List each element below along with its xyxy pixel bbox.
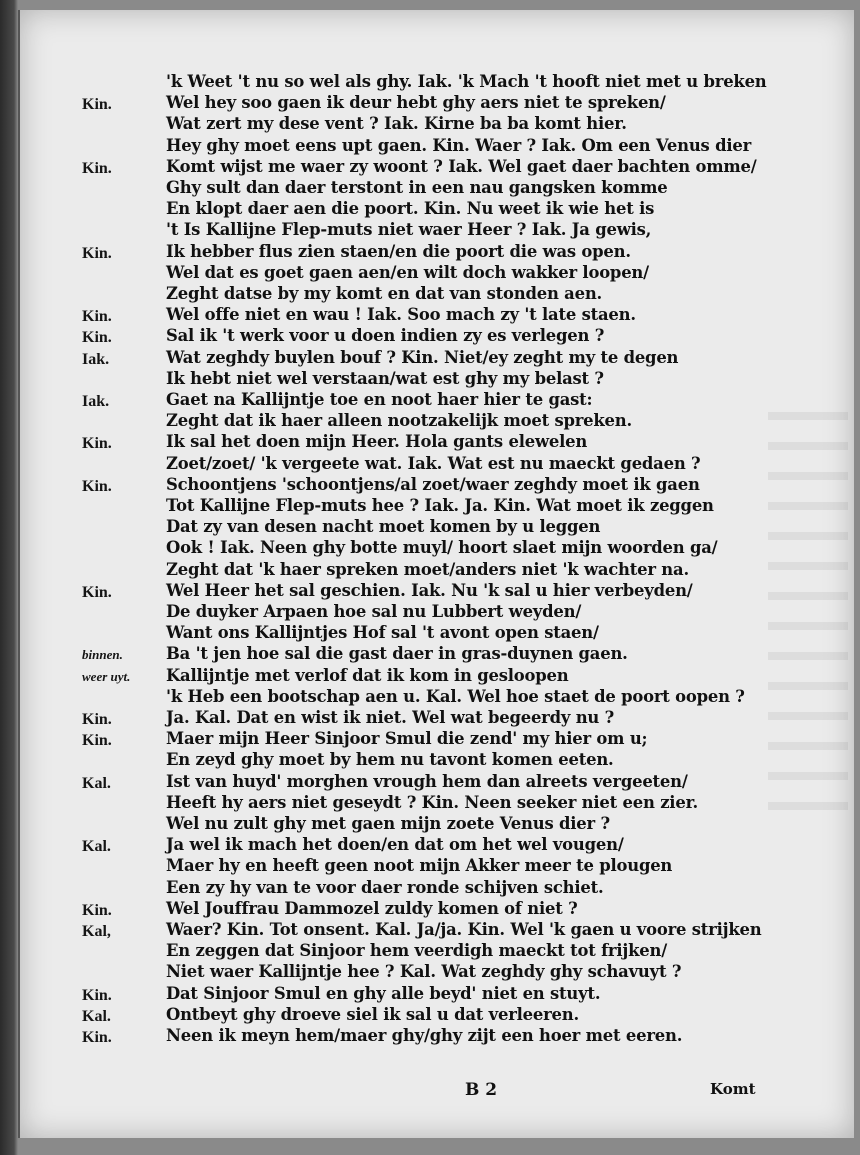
verse-text: Wel hey soo gaen ik deur hebt ghy aers niet te spreken/ xyxy=(166,93,666,113)
verse-text: Zeght datse by my komt en dat van stonden aen. xyxy=(166,284,603,303)
speaker-label: Kin. xyxy=(82,308,112,326)
verse-text: Ik hebber flus zien staen/en die poort die was open. xyxy=(166,241,631,261)
speaker-label: Kin. xyxy=(82,901,112,919)
speaker-label: Kin. xyxy=(82,477,112,495)
verse-text: Wat zeghdy buylen bouf ? Kin. Niet/ey zeght my te degen xyxy=(166,347,679,367)
verse-text: Maer mijn Heer Sinjoor Smul die zend' my hier om u; xyxy=(166,729,648,749)
verse-text: Ja wel ik mach het doen/en dat om het wel vougen/ xyxy=(166,835,624,855)
signature-mark: B 2 xyxy=(465,1080,498,1100)
verse-text: Ghy sult dan daer terstont in een nau gangsken komme xyxy=(166,178,668,197)
speaker-label: Kal. xyxy=(82,1007,111,1025)
speaker-label: Kin. xyxy=(82,244,112,262)
speaker-label: Kal. xyxy=(82,774,111,792)
speaker-label: Kin. xyxy=(82,986,112,1004)
verse-text: Een zy hy van te voor daer ronde schijven schiet. xyxy=(166,877,604,897)
speaker-label: Iak. xyxy=(82,350,110,368)
speaker-label: Kal. xyxy=(82,838,111,856)
verse-text: Wel dat es goet gaen aen/en wilt doch wakker loopen/ xyxy=(166,262,649,282)
verse-text: Heeft hy aers niet geseydt ? Kin. Neen seeker niet een zier. xyxy=(166,792,699,812)
verse-text: Wel Jouffrau Dammozel zuldy komen of niet ? xyxy=(166,898,578,918)
verse-text: En klopt daer aen die poort. Kin. Nu weet ik wie het is xyxy=(166,199,655,219)
verse-text: Ja. Kal. Dat en wist ik niet. Wel wat begeerdy nu ? xyxy=(166,708,615,727)
verse-text: Ontbeyt ghy droeve siel ik sal u dat verleeren. xyxy=(166,1004,580,1024)
verse-text: Waer? Kin. Tot onsent. Kal. Ja/ja. Kin. Wel 'k gaen u voore strijken xyxy=(166,920,762,939)
verse-text: Hey ghy moet eens upt gaen. Kin. Waer ? Iak. Om een Venus dier xyxy=(166,135,752,155)
verse-text: Zeght dat 'k haer spreken moet/anders niet 'k wachter na. xyxy=(166,559,689,579)
catchword: Komt xyxy=(710,1080,756,1098)
speaker-label: Kin. xyxy=(82,96,112,114)
speaker-label: Kin. xyxy=(82,732,112,750)
speaker-label: Iak. xyxy=(82,393,110,410)
speaker-label: weer uyt. xyxy=(82,668,131,684)
verse-text: Ik hebt niet wel verstaan/wat est ghy my belast ? xyxy=(166,368,604,388)
verse-text: Dat zy van desen nacht moet komen by u leggen xyxy=(166,517,601,537)
verse-text: En zeyd ghy moet by hem nu tavont komen eeten. xyxy=(166,750,614,770)
speaker-label: Kin. xyxy=(82,1029,112,1046)
verse-text: Neen ik meyn hem/maer ghy/ghy zijt een hoer met eeren. xyxy=(166,1026,683,1045)
speaker-label: Kin. xyxy=(82,435,112,453)
verse-text: Tot Kallijne Flep-muts hee ? Iak. Ja. Kin. Wat moet ik zeggen xyxy=(166,496,714,515)
speaker-label: Kin. xyxy=(82,329,112,347)
verse-text: Ik sal het doen mijn Heer. Hola gants elewelen xyxy=(166,432,588,452)
verse-text: 'k Heb een bootschap aen u. Kal. Wel hoe staet de poort oopen ? xyxy=(166,686,745,706)
speaker-label: Kin. xyxy=(82,159,112,177)
speaker-label: binnen. xyxy=(82,647,123,663)
verse-text: De duyker Arpaen hoe sal nu Lubbert weyden/ xyxy=(166,602,582,621)
speaker-label: Kin. xyxy=(82,711,112,728)
verse-text: Ba 't jen hoe sal die gast daer in gras-duynen gaen. xyxy=(166,644,628,664)
verse-text: Want ons Kallijntjes Hof sal 't avont open staen/ xyxy=(166,623,599,643)
verse-text: 't Is Kallijne Flep-muts niet waer Heer ? Iak. Ja gewis, xyxy=(166,220,652,240)
speaker-label: Kin. xyxy=(82,583,112,601)
verse-text: 'k Weet 't nu so wel als ghy. Iak. 'k Mach 't hooft niet met u breken xyxy=(166,72,767,91)
book-page xyxy=(18,10,854,1138)
verse-text: Maer hy en heeft geen noot mijn Akker meer te plougen xyxy=(166,856,673,876)
verse-text: Niet waer Kallijntje hee ? Kal. Wat zeghdy ghy schavuyt ? xyxy=(166,962,682,982)
speaker-label: Kal, xyxy=(82,923,111,940)
verse-text: Ook ! Iak. Neen ghy botte muyl/ hoort slaet mijn woorden ga/ xyxy=(166,538,718,558)
verse-text: Zoet/zoet/ 'k vergeete wat. Iak. Wat est nu maeckt gedaen ? xyxy=(166,453,701,473)
verse-text: Kallijntje met verlof dat ik kom in gesloopen xyxy=(166,665,569,685)
verse-text: Schoontjens 'schoontjens/al zoet/waer zeghdy moet ik gaen xyxy=(166,474,700,494)
verse-text: Wel nu zult ghy met gaen mijn zoete Venus dier ? xyxy=(166,814,610,833)
verse-text: En zeggen dat Sinjoor hem veerdigh maeckt tot frijken/ xyxy=(166,941,667,961)
verse-text: Dat Sinjoor Smul en ghy alle beyd' niet en stuyt. xyxy=(166,983,601,1003)
verse-text: Wat zert my dese vent ? Iak. Kirne ba ba komt hier. xyxy=(166,114,627,134)
verse-text: Sal ik 't werk voor u doen indien zy es verlegen ? xyxy=(166,326,605,346)
verse-text: Komt wijst me waer zy woont ? Iak. Wel gaet daer bachten omme/ xyxy=(166,156,757,176)
verse-text: Gaet na Kallijntje toe en noot haer hier te gast: xyxy=(166,390,593,409)
verse-text: Zeght dat ik haer alleen nootzakelijk moet spreken. xyxy=(166,411,633,431)
verse-text: Ist van huyd' morghen vrough hem dan alreets vergeeten/ xyxy=(166,771,688,791)
verse-line xyxy=(20,1026,850,1050)
verse-text: Wel Heer het sal geschien. Iak. Nu 'k sal u hier verbeyden/ xyxy=(166,580,693,600)
verse-text: Wel offe niet en wau ! Iak. Soo mach zy 't late staen. xyxy=(166,305,636,325)
